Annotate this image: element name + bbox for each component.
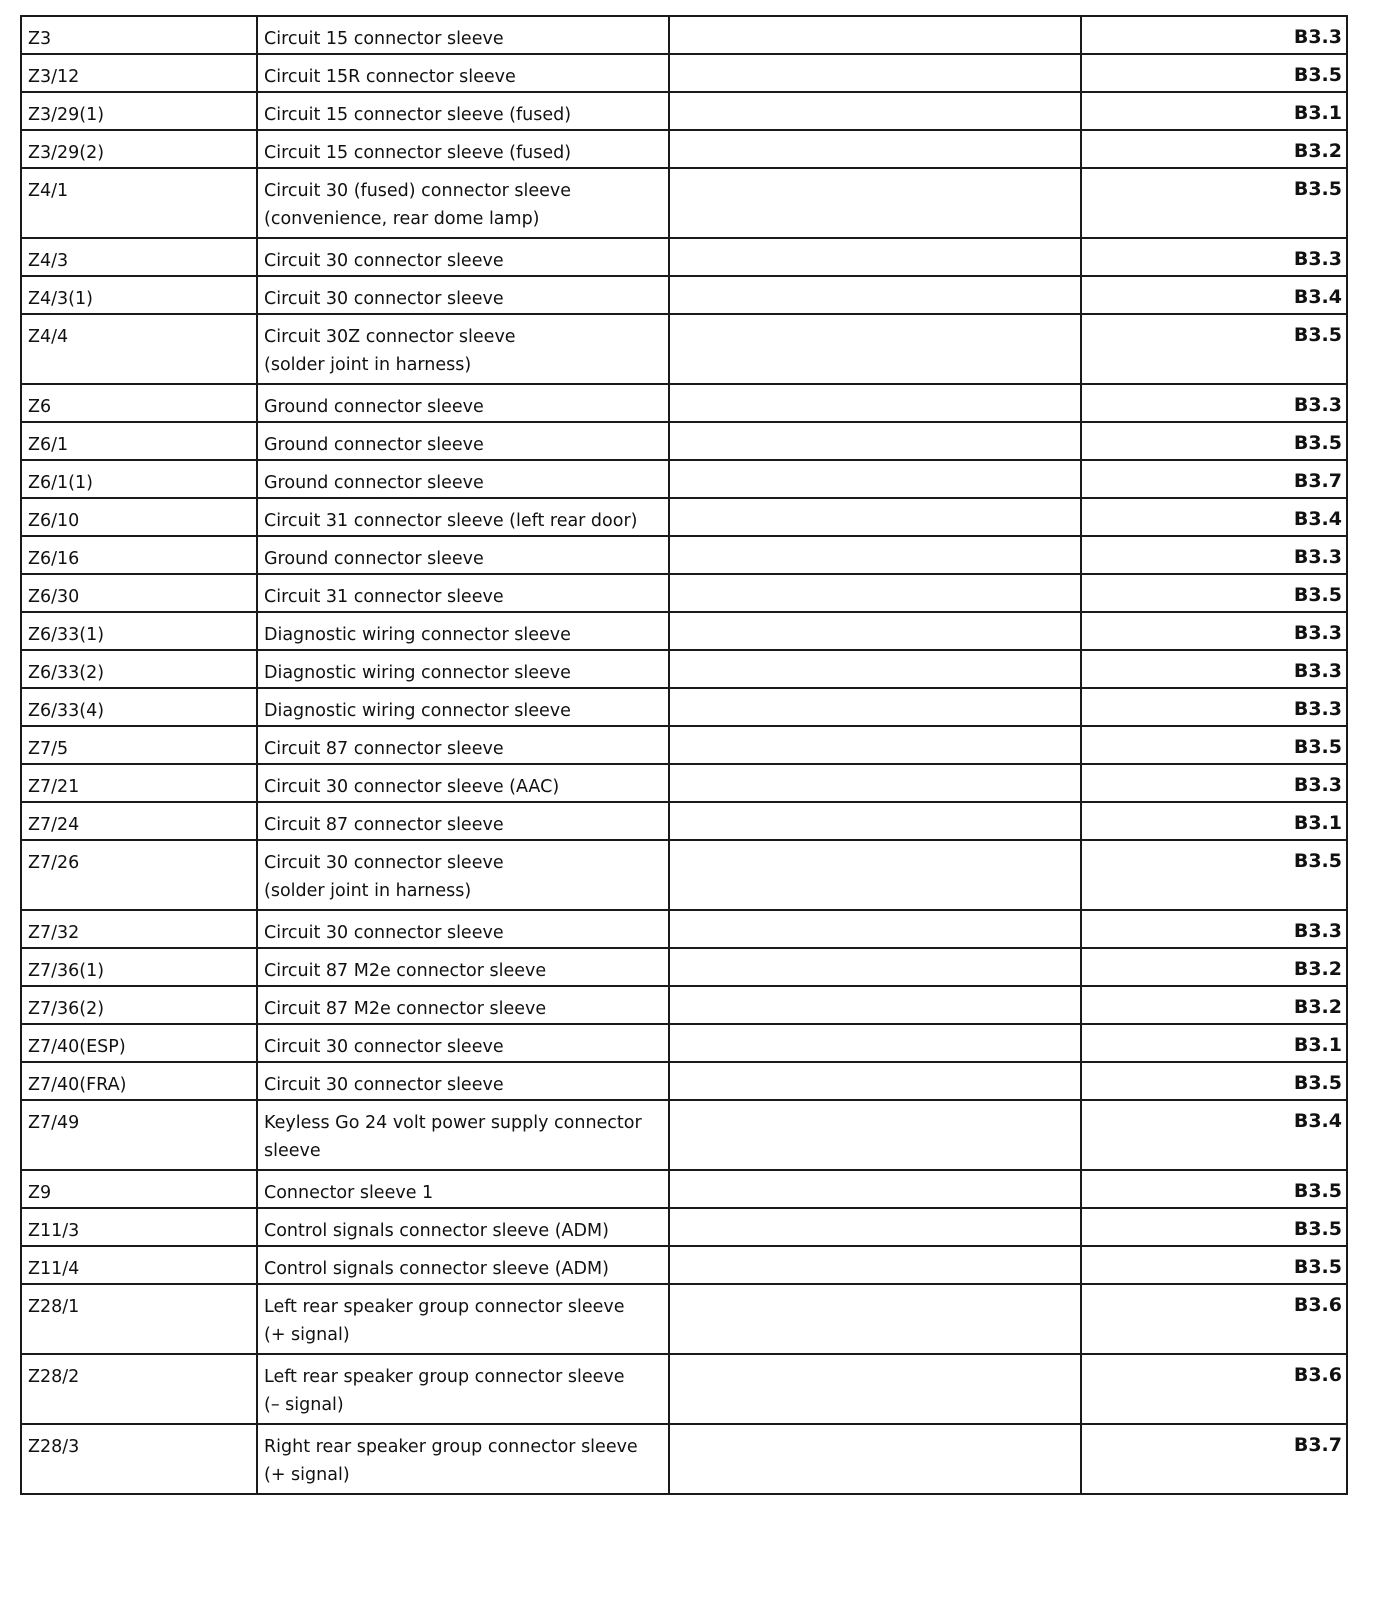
table-row [21, 168, 1347, 238]
description-line: Right rear speaker group connector sleeve [264, 1437, 638, 1457]
location-cell [669, 1100, 1081, 1170]
description-line: Ground connector sleeve [264, 473, 484, 493]
description-line: Circuit 87 connector sleeve [264, 815, 504, 835]
description-line: Circuit 31 connector sleeve (left rear door) [264, 511, 638, 531]
component-code-cell: Z6/16 [21, 536, 257, 574]
table-row [21, 1208, 1347, 1246]
connector-sleeve-table [20, 15, 1348, 1495]
diagram-reference-cell: B3.3 [1081, 16, 1347, 54]
diagram-reference-cell: B3.2 [1081, 986, 1347, 1024]
component-code-cell: Z6/33(4) [21, 688, 257, 726]
table-row [21, 688, 1347, 726]
component-code-cell: Z3 [21, 16, 257, 54]
description-cell [257, 54, 669, 92]
description-cell [257, 802, 669, 840]
location-cell [669, 1170, 1081, 1208]
location-cell [669, 688, 1081, 726]
location-cell [669, 910, 1081, 948]
table-row [21, 1424, 1347, 1494]
description-line: Circuit 15 connector sleeve [264, 29, 504, 49]
component-code-cell: Z6/33(1) [21, 612, 257, 650]
location-cell [669, 460, 1081, 498]
location-cell [669, 16, 1081, 54]
component-code-cell: Z6/30 [21, 574, 257, 612]
table-row [21, 612, 1347, 650]
description-line: (+ signal) [264, 1465, 350, 1485]
table-row [21, 16, 1347, 54]
component-code-cell: Z7/24 [21, 802, 257, 840]
component-code-cell: Z7/36(1) [21, 948, 257, 986]
location-cell [669, 1208, 1081, 1246]
diagram-reference-cell: B3.6 [1081, 1284, 1347, 1354]
description-line: (solder joint in harness) [264, 355, 472, 375]
description-cell [257, 726, 669, 764]
description-line: Circuit 30 connector sleeve [264, 1037, 504, 1057]
table-row [21, 948, 1347, 986]
diagram-reference-cell: B3.7 [1081, 1424, 1347, 1494]
component-code-cell: Z3/29(1) [21, 92, 257, 130]
location-cell [669, 130, 1081, 168]
description-cell [257, 1284, 669, 1354]
component-code-cell: Z11/4 [21, 1246, 257, 1284]
description-line: Circuit 30 connector sleeve [264, 853, 504, 873]
description-line: Keyless Go 24 volt power supply connector [264, 1113, 642, 1133]
location-cell [669, 54, 1081, 92]
description-line: sleeve [264, 1141, 321, 1161]
table-row [21, 276, 1347, 314]
description-cell [257, 314, 669, 384]
description-cell [257, 910, 669, 948]
description-cell [257, 612, 669, 650]
component-code-cell: Z6/1 [21, 422, 257, 460]
diagram-reference-cell: B3.3 [1081, 238, 1347, 276]
description-cell [257, 1208, 669, 1246]
component-code-cell: Z7/49 [21, 1100, 257, 1170]
component-code-cell: Z4/4 [21, 314, 257, 384]
table-row [21, 802, 1347, 840]
description-cell [257, 130, 669, 168]
component-code-cell: Z28/1 [21, 1284, 257, 1354]
component-code-cell: Z7/21 [21, 764, 257, 802]
table-row [21, 460, 1347, 498]
location-cell [669, 314, 1081, 384]
location-cell [669, 384, 1081, 422]
description-cell [257, 16, 669, 54]
component-code-cell: Z7/32 [21, 910, 257, 948]
description-line: (– signal) [264, 1395, 344, 1415]
description-line: Left rear speaker group connector sleeve [264, 1367, 625, 1387]
diagram-reference-cell: B3.3 [1081, 910, 1347, 948]
description-cell [257, 1246, 669, 1284]
component-code-cell: Z6/10 [21, 498, 257, 536]
location-cell [669, 1424, 1081, 1494]
diagram-reference-cell: B3.5 [1081, 574, 1347, 612]
description-line: Ground connector sleeve [264, 549, 484, 569]
location-cell [669, 238, 1081, 276]
diagram-reference-cell: B3.7 [1081, 460, 1347, 498]
table-row [21, 1062, 1347, 1100]
description-line: Diagnostic wiring connector sleeve [264, 701, 571, 721]
diagram-reference-cell: B3.3 [1081, 650, 1347, 688]
description-line: Control signals connector sleeve (ADM) [264, 1259, 609, 1279]
component-code-cell: Z6/33(2) [21, 650, 257, 688]
diagram-reference-cell: B3.5 [1081, 1246, 1347, 1284]
table-row [21, 130, 1347, 168]
table-row [21, 910, 1347, 948]
component-code-cell: Z28/3 [21, 1424, 257, 1494]
location-cell [669, 1024, 1081, 1062]
description-line: Circuit 30 (fused) connector sleeve [264, 181, 572, 201]
table-row [21, 536, 1347, 574]
description-cell [257, 764, 669, 802]
diagram-reference-cell: B3.3 [1081, 536, 1347, 574]
description-line: Left rear speaker group connector sleeve [264, 1297, 625, 1317]
diagram-reference-cell: B3.4 [1081, 498, 1347, 536]
location-cell [669, 168, 1081, 238]
location-cell [669, 840, 1081, 910]
description-cell [257, 574, 669, 612]
table-row [21, 1246, 1347, 1284]
description-line: (convenience, rear dome lamp) [264, 209, 540, 229]
description-line: Circuit 87 M2e connector sleeve [264, 999, 547, 1019]
description-cell [257, 688, 669, 726]
description-line: Connector sleeve 1 [264, 1183, 434, 1203]
description-cell [257, 1024, 669, 1062]
description-line: Control signals connector sleeve (ADM) [264, 1221, 609, 1241]
description-line: (solder joint in harness) [264, 881, 472, 901]
description-line: Diagnostic wiring connector sleeve [264, 625, 571, 645]
description-line: Ground connector sleeve [264, 435, 484, 455]
location-cell [669, 422, 1081, 460]
description-line: Circuit 15 connector sleeve (fused) [264, 105, 572, 125]
table-row [21, 726, 1347, 764]
description-cell [257, 92, 669, 130]
table-row [21, 1100, 1347, 1170]
location-cell [669, 1246, 1081, 1284]
location-cell [669, 276, 1081, 314]
location-cell [669, 1062, 1081, 1100]
diagram-reference-cell: B3.2 [1081, 948, 1347, 986]
description-cell [257, 276, 669, 314]
description-cell [257, 498, 669, 536]
description-cell [257, 384, 669, 422]
location-cell [669, 1284, 1081, 1354]
description-line: Circuit 87 connector sleeve [264, 739, 504, 759]
table-row [21, 498, 1347, 536]
description-cell [257, 948, 669, 986]
table-row [21, 384, 1347, 422]
diagram-reference-cell: B3.5 [1081, 1062, 1347, 1100]
diagram-reference-cell: B3.1 [1081, 802, 1347, 840]
diagram-reference-cell: B3.4 [1081, 276, 1347, 314]
diagram-reference-cell: B3.1 [1081, 92, 1347, 130]
description-line: Circuit 30 connector sleeve (AAC) [264, 777, 560, 797]
table-row [21, 574, 1347, 612]
diagram-reference-cell: B3.3 [1081, 612, 1347, 650]
table-row [21, 238, 1347, 276]
diagram-reference-cell: B3.6 [1081, 1354, 1347, 1424]
description-line: Circuit 15 connector sleeve (fused) [264, 143, 572, 163]
component-code-cell: Z7/36(2) [21, 986, 257, 1024]
table-row [21, 840, 1347, 910]
component-code-cell: Z28/2 [21, 1354, 257, 1424]
description-line: Circuit 31 connector sleeve [264, 587, 504, 607]
description-line: Circuit 30 connector sleeve [264, 1075, 504, 1095]
description-cell [257, 460, 669, 498]
diagram-reference-cell: B3.2 [1081, 130, 1347, 168]
table-row [21, 650, 1347, 688]
component-list-page [20, 15, 1346, 1495]
location-cell [669, 986, 1081, 1024]
description-line: Diagnostic wiring connector sleeve [264, 663, 571, 683]
table-body [21, 16, 1347, 1494]
component-code-cell: Z3/29(2) [21, 130, 257, 168]
component-code-cell: Z4/3(1) [21, 276, 257, 314]
table-row [21, 314, 1347, 384]
table-row [21, 1284, 1347, 1354]
component-code-cell: Z11/3 [21, 1208, 257, 1246]
diagram-reference-cell: B3.1 [1081, 1024, 1347, 1062]
component-code-cell: Z6/1(1) [21, 460, 257, 498]
diagram-reference-cell: B3.3 [1081, 688, 1347, 726]
description-cell [257, 238, 669, 276]
description-cell [257, 1062, 669, 1100]
component-code-cell: Z7/5 [21, 726, 257, 764]
component-code-cell: Z4/1 [21, 168, 257, 238]
description-line: Ground connector sleeve [264, 397, 484, 417]
description-line: Circuit 30 connector sleeve [264, 251, 504, 271]
diagram-reference-cell: B3.3 [1081, 764, 1347, 802]
diagram-reference-cell: B3.5 [1081, 840, 1347, 910]
diagram-reference-cell: B3.4 [1081, 1100, 1347, 1170]
location-cell [669, 764, 1081, 802]
diagram-reference-cell: B3.5 [1081, 726, 1347, 764]
description-line: Circuit 30 connector sleeve [264, 289, 504, 309]
component-code-cell: Z4/3 [21, 238, 257, 276]
table-row [21, 54, 1347, 92]
table-row [21, 986, 1347, 1024]
location-cell [669, 536, 1081, 574]
description-cell [257, 536, 669, 574]
description-cell [257, 1354, 669, 1424]
description-line: Circuit 30Z connector sleeve [264, 327, 516, 347]
description-cell [257, 1424, 669, 1494]
diagram-reference-cell: B3.5 [1081, 54, 1347, 92]
description-line: Circuit 87 M2e connector sleeve [264, 961, 547, 981]
table-row [21, 422, 1347, 460]
table-row [21, 764, 1347, 802]
location-cell [669, 726, 1081, 764]
diagram-reference-cell: B3.5 [1081, 1208, 1347, 1246]
description-line: Circuit 30 connector sleeve [264, 923, 504, 943]
location-cell [669, 574, 1081, 612]
description-cell [257, 986, 669, 1024]
table-row [21, 1024, 1347, 1062]
diagram-reference-cell: B3.5 [1081, 168, 1347, 238]
description-cell [257, 840, 669, 910]
location-cell [669, 92, 1081, 130]
component-code-cell: Z9 [21, 1170, 257, 1208]
component-code-cell: Z6 [21, 384, 257, 422]
description-line: Circuit 15R connector sleeve [264, 67, 516, 87]
diagram-reference-cell: B3.5 [1081, 314, 1347, 384]
diagram-reference-cell: B3.5 [1081, 1170, 1347, 1208]
table-row [21, 1354, 1347, 1424]
component-code-cell: Z7/40(ESP) [21, 1024, 257, 1062]
description-line: (+ signal) [264, 1325, 350, 1345]
diagram-reference-cell: B3.3 [1081, 384, 1347, 422]
table-row [21, 1170, 1347, 1208]
description-cell [257, 1100, 669, 1170]
description-cell [257, 650, 669, 688]
component-code-cell: Z3/12 [21, 54, 257, 92]
component-code-cell: Z7/40(FRA) [21, 1062, 257, 1100]
description-cell [257, 168, 669, 238]
location-cell [669, 1354, 1081, 1424]
table-row [21, 92, 1347, 130]
location-cell [669, 612, 1081, 650]
component-code-cell: Z7/26 [21, 840, 257, 910]
diagram-reference-cell: B3.5 [1081, 422, 1347, 460]
description-cell [257, 422, 669, 460]
location-cell [669, 650, 1081, 688]
location-cell [669, 802, 1081, 840]
description-cell [257, 1170, 669, 1208]
location-cell [669, 498, 1081, 536]
location-cell [669, 948, 1081, 986]
